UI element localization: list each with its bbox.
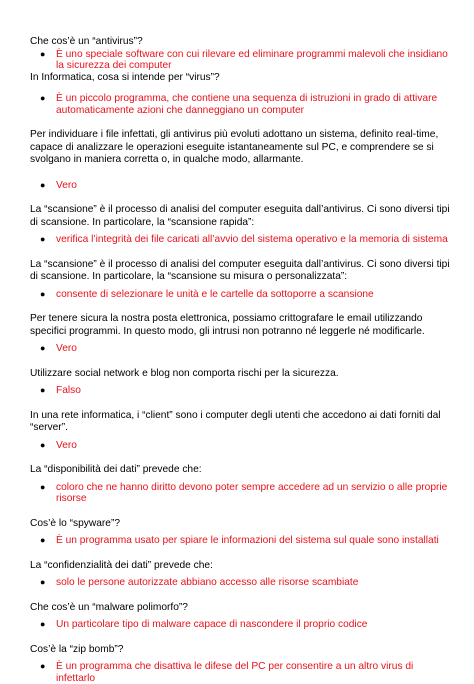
bullet-icon: ● [40, 343, 46, 353]
question-3: Per individuare i file infettati, gli antivirus più evoluti adottano un sistema, definito real-time, capace di analizzare le operazioni eseguite istantaneamente sul PC, e comprendere se si svolgano in maniera corretta o, in qualche modo, allarmante. [30, 129, 439, 165]
answer-4 [30, 234, 450, 246]
answer-6 [30, 343, 450, 355]
answer-text: È un programma usato per spiare le informazioni del sistema sul quale sono installati [56, 535, 439, 546]
answer-list-2 [30, 93, 450, 116]
question-13: Cos’è la “zip bomb”? [30, 643, 124, 655]
answer-list-1 [30, 49, 450, 72]
bullet-icon: ● [40, 661, 46, 671]
answer-list-11 [30, 577, 450, 589]
bullet-icon: ● [40, 439, 46, 450]
bullet-icon: ● [40, 234, 46, 244]
answer-text: Falso [56, 385, 81, 396]
answer-list-3 [30, 180, 450, 192]
answer-text: Vero [56, 439, 77, 451]
answer-text: Vero [56, 179, 77, 191]
question-4: La “scansione” è il processo di analisi del computer eseguita dall’antivirus. Ci sono diversi tipi di scansione. In particolare, la “scansione rapida”: [30, 204, 450, 228]
answer-1 [30, 49, 450, 72]
bullet-icon: ● [40, 288, 46, 299]
answer-12 [30, 619, 450, 631]
answer-text: È un programma che disattiva le difese del PC per consentire a un altro virus di infettarlo [56, 661, 414, 684]
answer-text: È uno speciale software con cui rilevare ed eliminare programmi malevoli che insidiano la sicurezza dei computer [56, 48, 448, 71]
question-7: Utilizzare social network e blog non comporta rischi per la sicurezza. [30, 367, 339, 379]
answer-text: verifica l’integrità dei file caricati all’avvio del sistema operativo e la memoria di sistema [56, 234, 448, 245]
answer-text: È un piccolo programma, che contiene una sequenza di istruzioni in grado di attivare automaticamente azioni che danneggiano un computer [56, 93, 438, 116]
bullet-icon: ● [40, 619, 46, 629]
answer-list-13 [30, 661, 450, 684]
answer-list-6 [30, 343, 450, 355]
answer-7 [30, 385, 450, 397]
question-12: Che cos’è un “malware polimorfo”? [30, 601, 188, 613]
answer-10 [30, 535, 450, 547]
answer-8 [30, 440, 450, 452]
answer-5 [30, 289, 450, 301]
bullet-icon: ● [40, 481, 46, 492]
answer-text: Un particolare tipo di malware capace di nascondere il proprio codice [56, 619, 368, 630]
question-9: La “disponibilità dei dati” prevede che: [30, 464, 202, 475]
answer-list-7 [30, 385, 450, 397]
question-10: Cos’è lo “spyware”? [30, 517, 121, 529]
answer-13 [30, 661, 450, 684]
document-page [30, 36, 450, 684]
question-2: In Informatica, cosa si intende per “virus”? [30, 71, 220, 83]
bullet-icon: ● [40, 385, 46, 395]
question-5: La “scansione” è il processo di analisi del computer eseguita dall’antivirus. Ci sono diversi tipi di scansione. In particolare, la “scansione su misura o personalizzata”: [30, 258, 450, 282]
answer-list-5 [30, 289, 450, 301]
answer-text: consente di selezionare le unità e le cartelle da sottoporre a scansione [56, 288, 374, 300]
question-1: Che cos’è un “antivirus”? [30, 36, 143, 47]
answer-text: solo le persone autorizzate abbiano accesso alle risorse scambiate [56, 577, 359, 588]
bullet-icon: ● [40, 577, 46, 587]
bullet-icon: ● [40, 48, 46, 59]
answer-list-8 [30, 440, 450, 452]
answer-3 [30, 180, 450, 192]
answer-2 [30, 93, 450, 116]
bullet-icon: ● [40, 93, 46, 103]
answer-text: Vero [56, 343, 77, 354]
answer-9 [30, 482, 450, 505]
answer-list-4 [30, 234, 450, 246]
answer-11 [30, 577, 450, 589]
bullet-icon: ● [40, 535, 46, 545]
answer-list-9 [30, 482, 450, 505]
bullet-icon: ● [40, 179, 46, 190]
question-11: La “confidenzialità dei dati” prevede che: [30, 559, 213, 571]
answer-text: coloro che ne hanno diritto devono poter sempre accedere ad un servizio o alle proprie risorse [56, 481, 448, 504]
answer-list-12 [30, 619, 450, 631]
answer-list-10 [30, 535, 450, 547]
question-8: In una rete informatica, i “client” sono i computer degli utenti che accedono ai dati forniti dal “server”. [30, 409, 441, 433]
question-6: Per tenere sicura la nostra posta elettronica, possiamo crittografare le email utilizzando specifici programmi. In questo modo, gli intrusi non potranno né leggerle né modificarle. [30, 313, 425, 337]
